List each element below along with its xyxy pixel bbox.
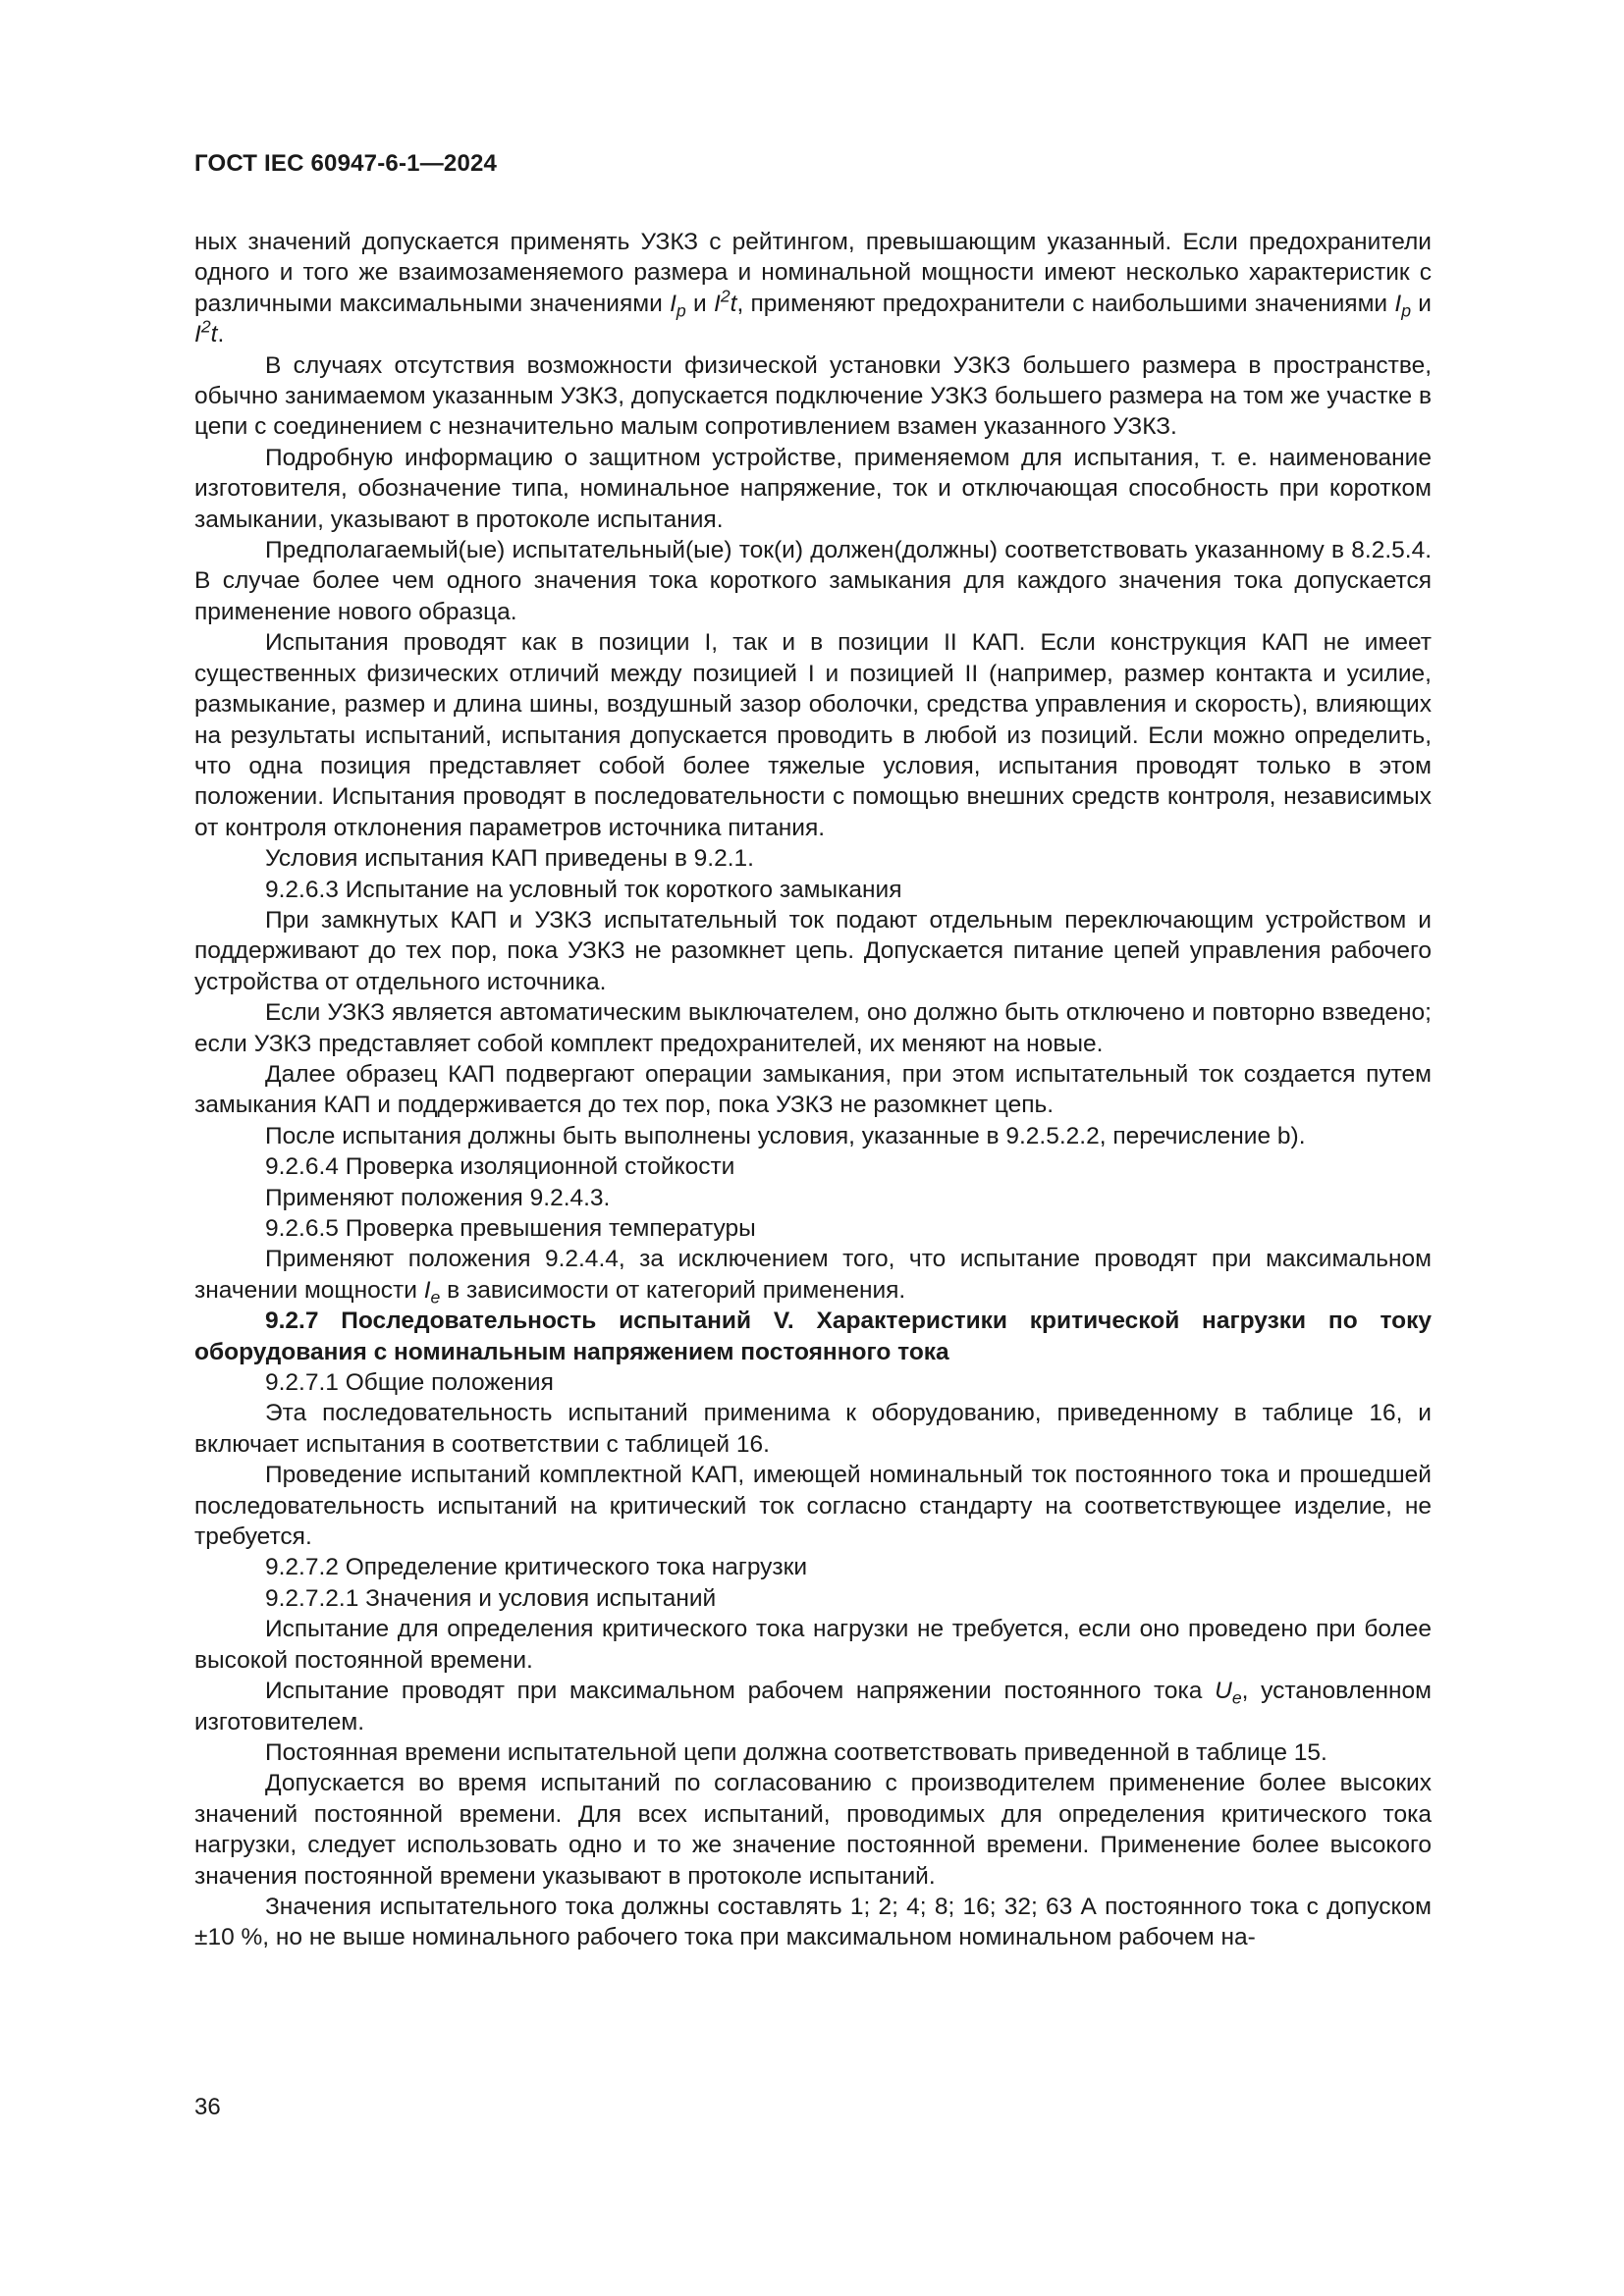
symbol-I2t: $I^2t$ (194, 316, 218, 348)
text-run: и (685, 290, 714, 317)
symbol-I2t: $I^2t$ (714, 286, 737, 317)
paragraph: Подробную информацию о защитном устройстве, применяемом для испытания, т. е. наименование изготовителя, обозначение типа, номинальное напряжение, ток и отключающая способность при коротком замыкании, указывают в протоколе испытания. (194, 444, 1432, 533)
symbol-Ie: $I_e$ (423, 1276, 441, 1308)
section-heading: 9.2.7 Последовательность испытаний V. Характеристики критической нагрузки по току оборудования с номинальным напряжением постоянного тока (194, 1308, 1432, 1365)
text-run: ных значений допускается применять УЗКЗ с рейтингом, превышающим указанный. Если предохранители одного и того же взаимозаменяемого размера и номинальной мощности имеют несколько характеристик с различными максимальными значениями (194, 229, 1432, 317)
paragraph: Далее образец КАП подвергают операции замыкания, при этом испытательный ток создается путем замыкания КАП и поддерживается до тех пор, пока УЗКЗ не разомкнет цепь. (194, 1060, 1432, 1119)
text-run: Испытание проводят при максимальном рабочем напряжении постоянного тока (265, 1678, 1216, 1705)
paragraph: Предполагаемый(ые) испытательный(ые) ток(и) должен(должны) соответствовать указанному в 8.2.5.4. В случае более чем одного значения тока короткого замыкания для каждого значения тока допускается применение нового образца. (194, 537, 1432, 625)
paragraph: Условия испытания КАП приведены в 9.2.1. (265, 845, 754, 873)
subsection-heading: 9.2.6.3 Испытание на условный ток короткого замыкания (265, 876, 902, 903)
paragraph: После испытания должны быть выполнены условия, указанные в 9.2.5.2.2, перечисление b). (265, 1122, 1306, 1149)
paragraph: Проведение испытаний комплектной КАП, имеющей номинальный ток постоянного тока и прошедшей последовательность испытаний на критический ток согласно стандарту на соответствующее изделие, не требуется. (194, 1462, 1432, 1551)
document-code-header: ГОСТ IEC 60947-6-1—2024 (194, 150, 498, 177)
paragraph: Применяют положения 9.2.4.3. (265, 1184, 611, 1211)
text-run: , установленном изготовителем. (194, 1678, 1432, 1735)
paragraph: Значения испытательного тока должны составлять 1; 2; 4; 8; 16; 32; 63 А постоянного тока с допуском ±10 %, но не выше номинального рабочего тока при максимальном номинальном рабочем на- (194, 1893, 1432, 1951)
subsection-heading: 9.2.7.2.1 Значения и условия испытаний (265, 1584, 717, 1612)
symbol-Ue: $U_e$ (1215, 1678, 1242, 1708)
paragraph: В случаях отсутствия возможности физической установки УЗКЗ большего размера в пространстве, обычно занимаемом указанным УЗКЗ, допускается подключение УЗКЗ большего размера на том же участке в цепи с соединением с незначительно малым сопротивлением взамен указанного УЗКЗ. (194, 351, 1432, 441)
paragraph: При замкнутых КАП и УЗКЗ испытательный ток подают отдельным переключающим устройством и поддерживают до тех пор, пока УЗКЗ не разомкнет цепь. Допускается питание цепей управления рабочего устройства от отдельного источника. (194, 906, 1432, 995)
text-run: в зависимости от категорий применения. (440, 1276, 906, 1304)
text-run: и (1411, 290, 1432, 317)
symbol-Ip: $I_p$ (670, 290, 686, 321)
subsection-heading: 9.2.6.4 Проверка изоляционной стойкости (265, 1153, 735, 1181)
page-number: 36 (194, 2094, 221, 2120)
paragraph: Допускается во время испытаний по согласованию с производителем применение более высоких значений постоянной времени. Для всех испытаний, проводимых для определения критического тока нагрузки, следует использовать одно и то же значение постоянной времени. Применение более высокого значения постоянной времени указывают в протоколе испытаний. (194, 1770, 1432, 1890)
paragraph: Эта последовательность испытаний применима к оборудованию, приведенному в таблице 16, и включает испытания в соответствии с таблицей 16. (194, 1400, 1432, 1458)
paragraph: Испытание для определения критического тока нагрузки не требуется, если оно проведено при более высокой постоянной времени. (194, 1616, 1432, 1674)
text-run: , применяют предохранители с наибольшими значениями (736, 290, 1395, 317)
subsection-heading: 9.2.7.2 Определение критического тока нагрузки (265, 1554, 808, 1581)
paragraph: Если УЗКЗ является автоматическим выключателем, оно должно быть отключено и повторно взведено; если УЗКЗ представляет собой комплект предохранителей, их меняют на новые. (194, 999, 1432, 1057)
symbol-Ip: $I_p$ (1394, 290, 1412, 321)
paragraph: Испытания проводят как в позиции I, так и в позиции II КАП. Если конструкция КАП не имеет существенных физических отличий между позицией I и позицией II (например, размер контакта и усилие, размыкание, размер и длина шины, воздушный зазор оболочки, средства управления и скорость), влияющих на результаты испытаний, испытания допускается проводить в любой из позиций. Если можно определить, что одна позиция представляет собой более тяжелые условия, испытания проводят только в этом положении. Испытания проводят в последовательности с помощью внешних средств контроля, независимых от контроля отклонения параметров источника питания. (194, 629, 1432, 841)
text-run: Применяют положения 9.2.4.4, за исключением того, что испытание проводят при максимальном значении мощности (194, 1246, 1432, 1304)
paragraph (194, 1244, 1432, 1306)
subsection-heading: 9.2.7.1 Общие положения (265, 1369, 554, 1397)
paragraph: Постоянная времени испытательной цепи должна соответствовать приведенной в таблице 15. (265, 1738, 1327, 1766)
text-run: . (217, 321, 225, 348)
paragraph (194, 1676, 1432, 1737)
paragraph (194, 227, 1432, 350)
page-body (194, 227, 1432, 1953)
subsection-heading: 9.2.6.5 Проверка превышения температуры (265, 1215, 756, 1242)
